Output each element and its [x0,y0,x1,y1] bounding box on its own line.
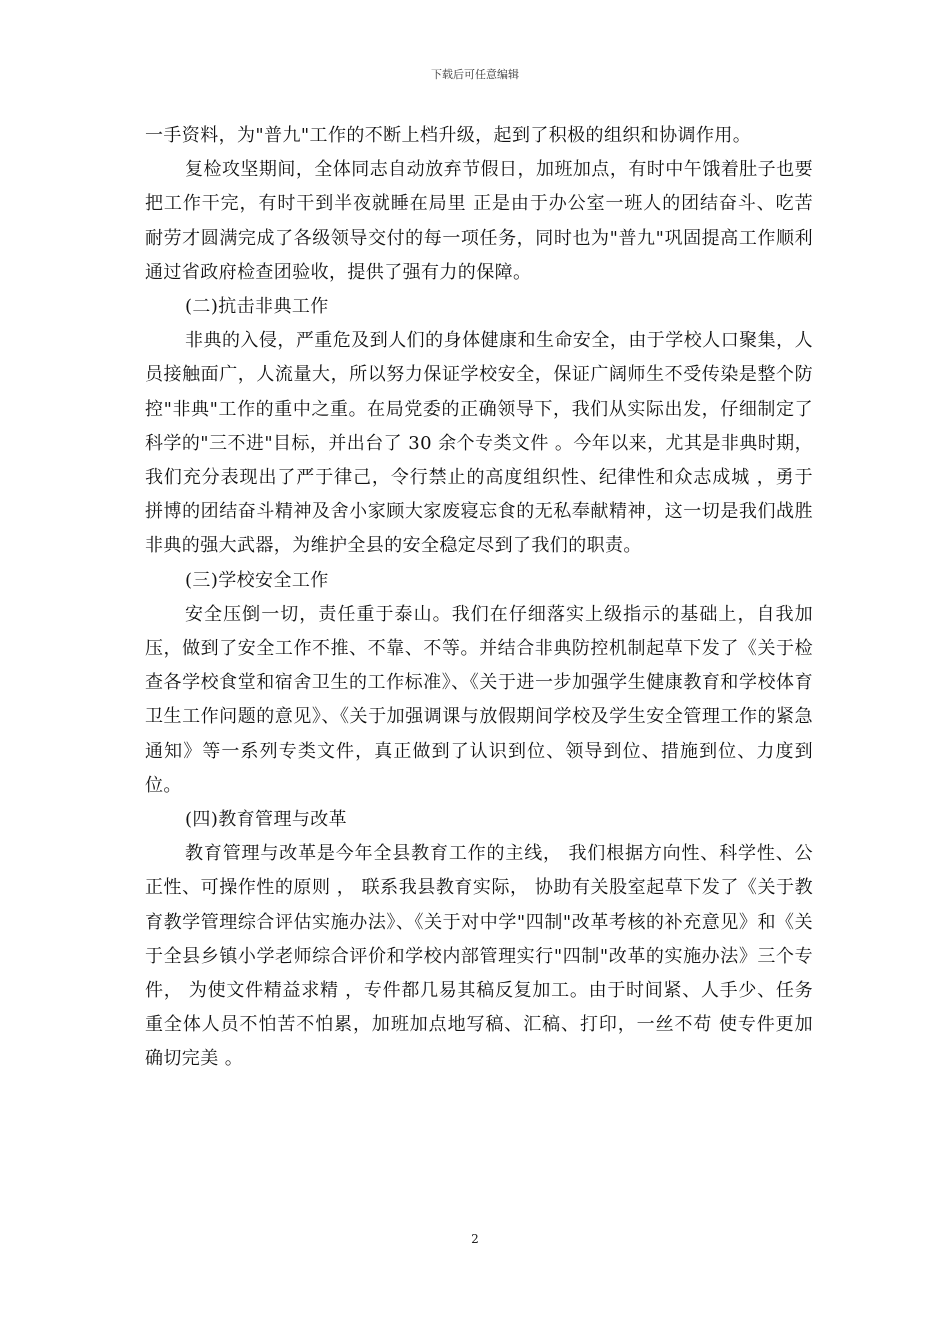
page-number: 2 [471,1232,479,1246]
paragraph: 非典的入侵，严重危及到人们的身体健康和生命安全，由于学校人口聚集，人员接触面广，人流量大，所以努力保证学校安全，保证广阔师生不受传染是整个防控"非典"工作的重中之重。在局党委的正确领导下，我们从实际出发，仔细制定了科学的"三不进"目标，并出台了 30 余个专类文件 。今年以来，尤其是非典时期，我们充分表现出了严于律己，令行禁止的高度组织性、纪律性和众志成城 ，勇于拼博的团结奋斗精神及舍小家顾大家废寝忘食的无私奉献精神，这一切是我们战胜非典的强大武器，为维护全县的安全稳定尽到了我们的职责。 [145,330,813,557]
section-heading: (三)学校安全工作 [185,569,329,591]
paragraph: 一手资料，为"普九"工作的不断上档升级，起到了积极的组织和协调作用。 [145,125,752,146]
paragraph: 安全压倒一切，责任重于泰山。我们在仔细落实上级指示的基础上，自我加压，做到了安全工作不推、不靠、不等。并结合非典防控机制起草下发了《关于检查各学校食堂和宿舍卫生的工作标准》、《关于进一步加强学生健康教育和学校体育卫生工作问题的意见》、《关于加强调课与放假期间学校及学生安全管理工作的紧急通知》等一系列专类文件，真正做到了认识到位、领导到位、措施到位、力度到位。 [145,603,813,796]
section-heading: (四)教育管理与改革 [185,809,348,831]
paragraph: 复检攻坚期间，全体同志自动放弃节假日，加班加点，有时中午饿着肚子也要把工作干完，有时干到半夜就睡在局里 正是由于办公室一班人的团结奋斗、吃苦耐劳才圆满完成了各级领导交付的每一项任务，同时也为"普九"巩固提高工作顺利通过省政府检查团验收，提供了强有力的保障。 [145,159,813,283]
page-header: 下载后可任意编辑 [431,68,519,81]
section-heading: (二)抗击非典工作 [185,296,329,318]
paragraph: 教育管理与改革是今年全县教育工作的主线， 我们根据方向性、科学性、公正性、可操作性的原则 ， 联系我县教育实际， 协助有关股室起草下发了《关于教育教学管理综合评估实施办法》、《关于对中学"四制"改革考核的补充意见》和《关于全县乡镇小学老师综合评价和学校内部管理实行"四制"改革的实施办法》三个专件， 为使文件精益求精 ，专件都几易其稿反复加工。由于时间紧、人手少、任务重全体人员不怕苦不怕累，加班加点地写稿、汇稿、打印，一丝不苟 使专件更加确切完美 。 [145,843,813,1070]
document-body [145,119,813,1077]
